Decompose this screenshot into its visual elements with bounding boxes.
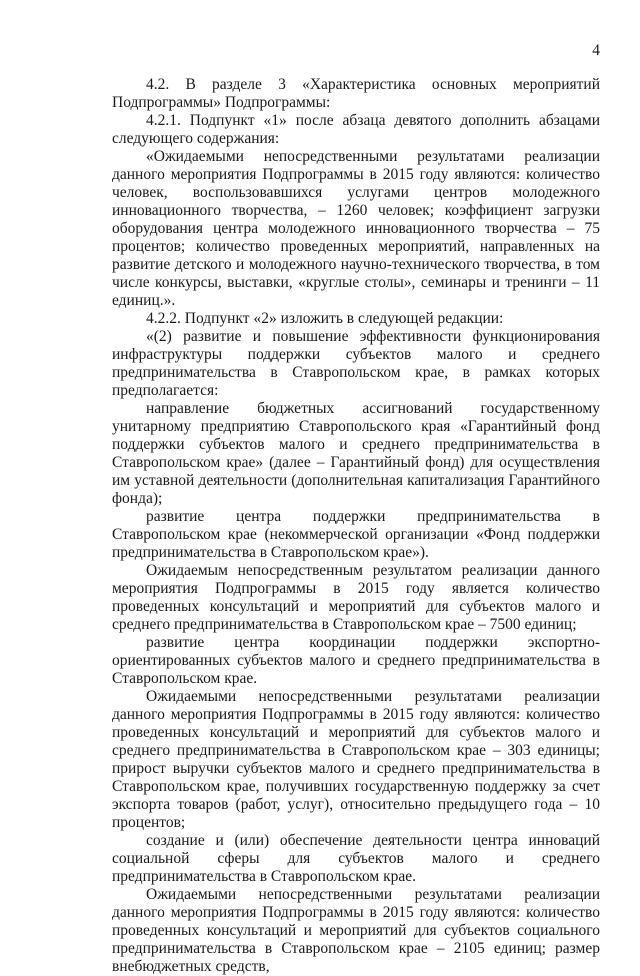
infrastructure-paragraph: «(2) развитие и повышение эффективности функционирования инфраструктуры поддержки субъектов малого и среднего предпринимательства в Ставропольском крае, в рамках которых предполагается: xyxy=(112,328,600,399)
export-center-paragraph: развитие центра координации поддержки экспортно-ориентированных субъектов малого и среднего предпринимательства в Ставропольском крае. xyxy=(112,634,600,687)
support-center-results-paragraph: Ожидаемым непосредственным результатом реализации данного мероприятия Подпрограммы в 2015 году является количество проведенных консультаций и мероприятий для субъектов малого и среднего предпринимательства в Ставропольском крае – 7500 единиц; xyxy=(112,562,600,633)
section-heading-paragraph: 4.2. В разделе 3 «Характеристика основных мероприятий Подпрограммы» Подпрограммы: xyxy=(112,76,600,111)
subsection-4-2-1-paragraph: 4.2.1. Подпункт «1» после абзаца девятого дополнить абзацами следующего содержания: xyxy=(112,112,600,147)
page-number: 4 xyxy=(592,42,600,59)
support-center-paragraph: развитие центра поддержки предпринимательства в Ставропольском крае (некоммерческой организации «Фонд поддержки предпринимательства в Ставропольском крае»). xyxy=(112,508,600,561)
export-center-results-paragraph: Ожидаемыми непосредственными результатами реализации данного мероприятия Подпрограммы в 2015 году являются: количество проведенных консультаций и мероприятий для субъектов малого и среднего предпринимательства в Ставропольском крае – 303 единицы; прирост выручки субъектов малого и среднего предпринимательства в Ставропольском крае, получивших государственную поддержку за счет экспорта товаров (работ, услуг), относительно предыдущего года – 10 процентов; xyxy=(112,688,600,831)
guarantee-fund-paragraph: направление бюджетных ассигнований государственному унитарному предприятию Ставропольского края «Гарантийный фонд поддержки субъектов малого и среднего предпринимательства в Ставропольском крае» (далее – Гарантийный фонд) для осуществления им уставной деятельности (дополнительная капитализация Гарантийного фонда); xyxy=(112,400,600,507)
subsection-4-2-2-paragraph: 4.2.2. Подпункт «2» изложить в следующей редакции: xyxy=(146,310,504,327)
social-innovation-center-paragraph: создание и (или) обеспечение деятельности центра инноваций социальной сферы для субъектов малого и среднего предпринимательства в Ставропольском крае. xyxy=(112,832,600,885)
quoted-results-paragraph: «Ожидаемыми непосредственными результатами реализации данного мероприятия Подпрограммы в 2015 году являются: количество человек, воспользовавшихся услугами центров молодежного инновационного творчества, – 1260 человек; коэффициент загрузки оборудования центра молодежного инновационного творчества – 75 процентов; количество проведенных мероприятий, направленных на развитие детского и молодежного научно-технического творчества, в том числе конкурсы, выставки, «круглые столы», семинары и тренинги – 11 единиц.». xyxy=(112,148,600,309)
document-body xyxy=(112,76,600,976)
social-innovation-results-paragraph: Ожидаемыми непосредственными результатами реализации данного мероприятия Подпрограммы в 2015 году являются: количество проведенных консультаций и мероприятий для субъектов социального предпринимательства в Ставропольском крае – 2105 единиц; размер внебюджетных средств, xyxy=(112,886,600,975)
